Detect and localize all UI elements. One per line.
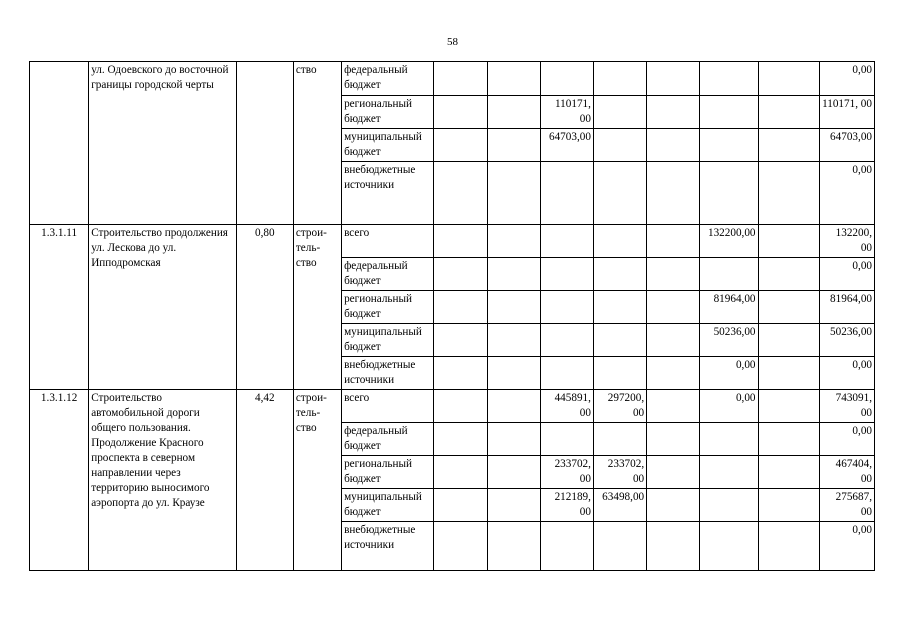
source-cell: внебюджетные источники <box>342 357 434 390</box>
value-cell <box>434 390 487 423</box>
value-cell <box>647 324 700 357</box>
value-cell <box>647 258 700 291</box>
value-cell <box>758 291 819 324</box>
value-cell <box>434 489 487 522</box>
total-cell: 467404, 00 <box>819 456 874 489</box>
total-cell: 64703,00 <box>819 129 874 162</box>
value-cell <box>593 129 646 162</box>
value-cell <box>647 129 700 162</box>
value-cell <box>593 96 646 129</box>
value-cell <box>540 324 593 357</box>
value-cell: 212189, 00 <box>540 489 593 522</box>
table-row <box>30 62 875 96</box>
value-cell: 132200,00 <box>700 225 758 258</box>
value-cell: 81964,00 <box>700 291 758 324</box>
value-cell: 63498,00 <box>593 489 646 522</box>
total-cell: 50236,00 <box>819 324 874 357</box>
name-cell: ул. Одоевского до восточной границы городской черты <box>89 62 237 225</box>
value-cell <box>647 291 700 324</box>
value-cell <box>487 324 540 357</box>
value-cell <box>593 225 646 258</box>
value-cell <box>540 357 593 390</box>
source-cell: федеральный бюджет <box>342 258 434 291</box>
value-cell: 64703,00 <box>540 129 593 162</box>
value-cell <box>647 489 700 522</box>
value-cell: 0,00 <box>700 357 758 390</box>
source-cell: муниципальный бюджет <box>342 489 434 522</box>
value-cell <box>700 96 758 129</box>
value-cell <box>758 456 819 489</box>
value-cell <box>758 357 819 390</box>
value-cell <box>700 522 758 571</box>
value-cell <box>593 62 646 96</box>
value-cell <box>540 423 593 456</box>
value-cell <box>540 258 593 291</box>
total-cell: 81964,00 <box>819 291 874 324</box>
value-cell <box>647 522 700 571</box>
value-cell <box>487 489 540 522</box>
value-cell <box>540 225 593 258</box>
value-cell <box>593 258 646 291</box>
name-cell: Строительство продолжения ул. Лескова до ул. Ипподромская <box>89 225 237 390</box>
value-cell <box>487 96 540 129</box>
total-cell: 275687, 00 <box>819 489 874 522</box>
value-cell <box>758 162 819 225</box>
value-cell <box>540 522 593 571</box>
value-cell <box>758 96 819 129</box>
table-row <box>30 225 875 258</box>
value-cell <box>593 162 646 225</box>
value-cell <box>593 522 646 571</box>
total-cell: 0,00 <box>819 258 874 291</box>
value-cell <box>700 162 758 225</box>
value-cell <box>647 96 700 129</box>
value-cell <box>758 225 819 258</box>
source-cell: региональный бюджет <box>342 456 434 489</box>
value-cell <box>700 489 758 522</box>
page-number: 58 <box>447 36 458 48</box>
source-cell: внебюджетные источники <box>342 162 434 225</box>
source-cell: муниципальный бюджет <box>342 129 434 162</box>
value-cell <box>593 291 646 324</box>
value-cell <box>487 456 540 489</box>
value-cell <box>647 225 700 258</box>
source-cell: внебюджетные источники <box>342 522 434 571</box>
value-cell <box>593 357 646 390</box>
value-cell: 0,00 <box>700 390 758 423</box>
value-cell <box>647 62 700 96</box>
value-cell <box>434 522 487 571</box>
source-cell: муниципальный бюджет <box>342 324 434 357</box>
value-cell: 110171, 00 <box>540 96 593 129</box>
value-cell <box>758 62 819 96</box>
value-cell <box>434 456 487 489</box>
total-cell: 743091, 00 <box>819 390 874 423</box>
source-cell: региональный бюджет <box>342 291 434 324</box>
value-cell <box>487 62 540 96</box>
value-cell <box>434 225 487 258</box>
source-cell: всего <box>342 390 434 423</box>
value-cell <box>758 390 819 423</box>
value-cell: 297200, 00 <box>593 390 646 423</box>
value-cell <box>434 129 487 162</box>
value-cell <box>593 324 646 357</box>
total-cell: 132200, 00 <box>819 225 874 258</box>
name-cell: Строительство автомобильной дороги общего пользования. Продолжение Красного проспекта в северном направлении через территорию выносимого аэропорта до ул. Краузе <box>89 390 237 571</box>
value-cell <box>434 324 487 357</box>
total-cell: 0,00 <box>819 162 874 225</box>
length-cell: 0,80 <box>236 225 293 390</box>
value-cell: 445891, 00 <box>540 390 593 423</box>
value-cell <box>758 489 819 522</box>
source-cell: федеральный бюджет <box>342 62 434 96</box>
total-cell: 0,00 <box>819 62 874 96</box>
value-cell <box>487 423 540 456</box>
value-cell <box>540 62 593 96</box>
value-cell <box>487 129 540 162</box>
value-cell <box>700 456 758 489</box>
value-cell: 50236,00 <box>700 324 758 357</box>
source-cell: всего <box>342 225 434 258</box>
total-cell: 110171, 00 <box>819 96 874 129</box>
value-cell <box>647 390 700 423</box>
value-cell <box>647 423 700 456</box>
type-cell: строи- тель- ство <box>293 390 341 571</box>
value-cell <box>758 522 819 571</box>
value-cell <box>700 129 758 162</box>
total-cell: 0,00 <box>819 357 874 390</box>
length-cell <box>236 62 293 225</box>
value-cell <box>434 96 487 129</box>
value-cell <box>700 62 758 96</box>
value-cell <box>487 225 540 258</box>
value-cell <box>487 390 540 423</box>
type-cell: строи- тель- ство <box>293 225 341 390</box>
value-cell: 233702, 00 <box>593 456 646 489</box>
value-cell <box>700 258 758 291</box>
source-cell: федеральный бюджет <box>342 423 434 456</box>
value-cell <box>434 291 487 324</box>
value-cell <box>758 258 819 291</box>
value-cell <box>487 522 540 571</box>
value-cell <box>647 456 700 489</box>
value-cell <box>434 162 487 225</box>
value-cell <box>700 423 758 456</box>
code-cell <box>30 62 89 225</box>
value-cell <box>540 162 593 225</box>
value-cell: 233702, 00 <box>540 456 593 489</box>
code-cell: 1.3.1.11 <box>30 225 89 390</box>
length-cell: 4,42 <box>236 390 293 571</box>
code-cell: 1.3.1.12 <box>30 390 89 571</box>
value-cell <box>758 129 819 162</box>
value-cell <box>758 423 819 456</box>
type-cell: ство <box>293 62 341 225</box>
value-cell <box>434 423 487 456</box>
value-cell <box>434 258 487 291</box>
budget-table-body <box>30 62 875 571</box>
value-cell <box>487 162 540 225</box>
value-cell <box>647 162 700 225</box>
value-cell <box>487 258 540 291</box>
table-row <box>30 390 875 423</box>
value-cell <box>593 423 646 456</box>
value-cell <box>540 291 593 324</box>
value-cell <box>647 357 700 390</box>
value-cell <box>487 291 540 324</box>
value-cell <box>758 324 819 357</box>
budget-table <box>29 61 875 571</box>
source-cell: региональный бюджет <box>342 96 434 129</box>
value-cell <box>434 357 487 390</box>
total-cell: 0,00 <box>819 522 874 571</box>
value-cell <box>434 62 487 96</box>
total-cell: 0,00 <box>819 423 874 456</box>
value-cell <box>487 357 540 390</box>
